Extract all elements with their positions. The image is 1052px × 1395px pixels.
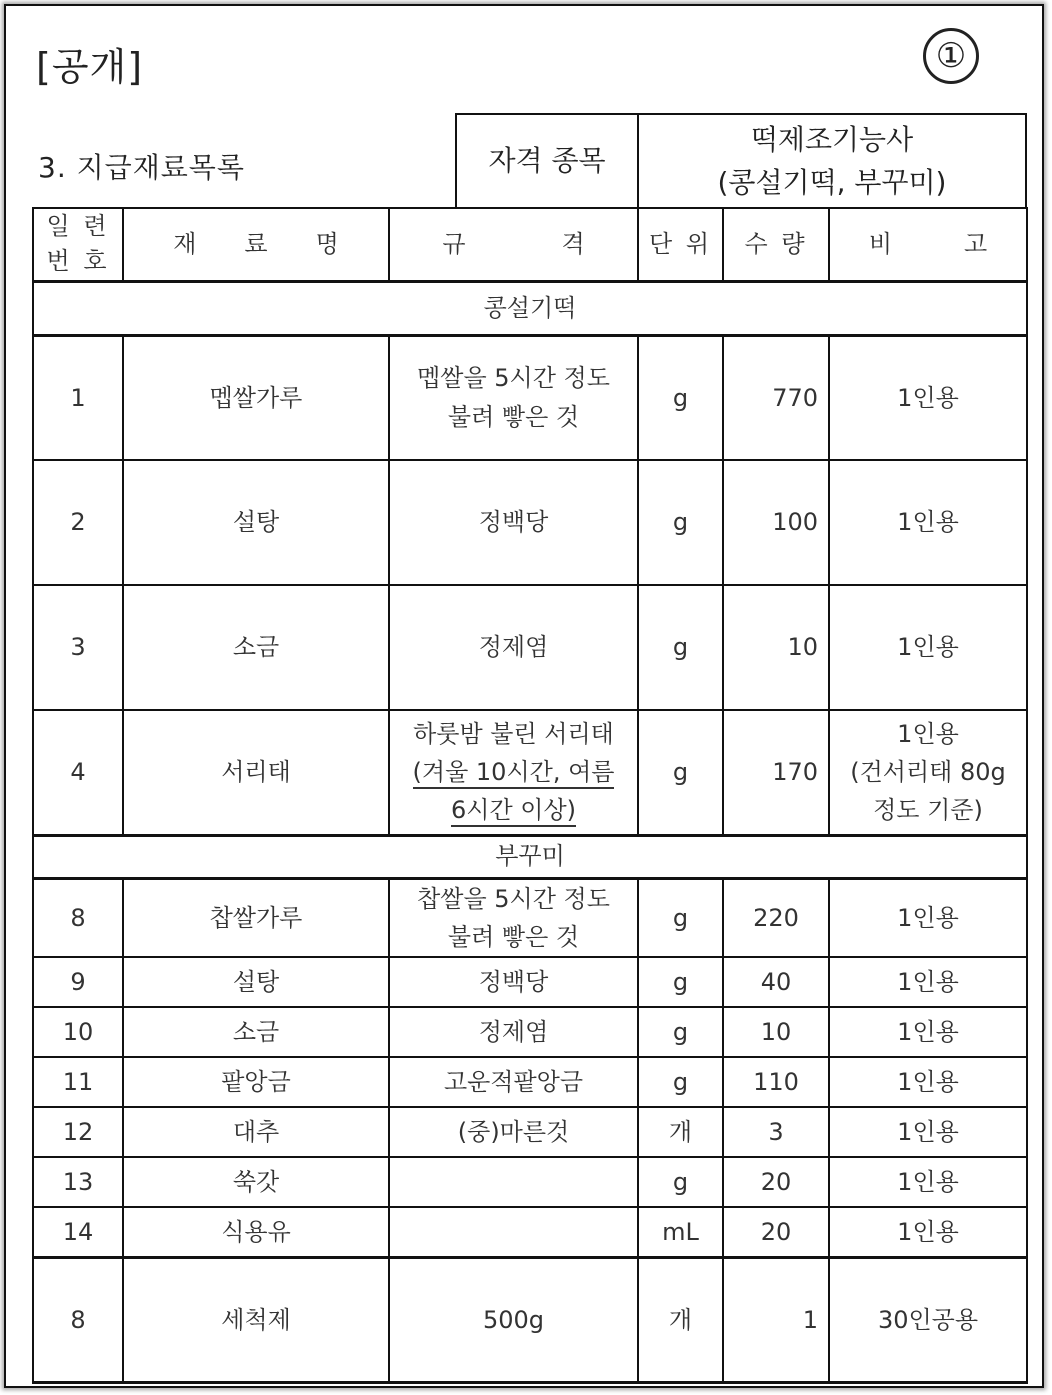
cell-qty: 170 — [723, 710, 829, 835]
cell-unit: g — [638, 1057, 723, 1107]
cell-unit: g — [638, 878, 723, 957]
cell-note: 1인용 — [829, 878, 1027, 957]
cell-unit: g — [638, 957, 723, 1007]
cell-qty: 3 — [723, 1107, 829, 1157]
cell-name: 식용유 — [123, 1207, 389, 1257]
cell-spec — [389, 335, 638, 460]
table-header-row — [33, 208, 1027, 281]
table-row — [33, 585, 1027, 710]
cell-spec: 정백당 — [389, 460, 638, 585]
table-row — [33, 878, 1027, 957]
cell-spec: 고운적팥앙금 — [389, 1057, 638, 1107]
cell-spec-line: 찹쌀을 5시간 정도 — [417, 884, 610, 913]
cell-note — [829, 710, 1027, 835]
cell-spec — [389, 1157, 638, 1207]
table-row — [33, 1207, 1027, 1257]
cell-qty: 1 — [723, 1257, 829, 1382]
cell-unit: g — [638, 1157, 723, 1207]
cell-note: 1인용 — [829, 460, 1027, 585]
cell-qty: 770 — [723, 335, 829, 460]
disclosure-label: [공개] — [36, 45, 144, 89]
cell-spec: 정백당 — [389, 957, 638, 1007]
cell-name: 소금 — [123, 585, 389, 710]
qualification-name — [638, 114, 1026, 208]
table-row-common — [33, 1257, 1027, 1382]
cell-name: 쑥갓 — [123, 1157, 389, 1207]
cell-note-line: (건서리태 80g — [850, 758, 1006, 787]
cell-note-line: 정도 기준) — [873, 796, 983, 825]
cell-name: 세척제 — [123, 1257, 389, 1382]
cell-spec: 정제염 — [389, 585, 638, 710]
cell-unit: mL — [638, 1207, 723, 1257]
header-quantity: 수 량 — [723, 208, 829, 281]
cell-no: 1 — [33, 335, 123, 460]
page-number-mark: ① — [923, 28, 979, 84]
cell-name: 서리태 — [123, 710, 389, 835]
cell-spec-line: 멥쌀을 5시간 정도 — [417, 364, 610, 393]
table-row — [33, 1107, 1027, 1157]
cell-note: 1인용 — [829, 1057, 1027, 1107]
table-row — [33, 1157, 1027, 1207]
header-spec: 규 격 — [389, 208, 638, 281]
table-row — [33, 710, 1027, 835]
table-row — [33, 460, 1027, 585]
section-row-bukkumi — [33, 835, 1027, 878]
cell-spec: 500g — [389, 1257, 638, 1382]
cell-unit: g — [638, 710, 723, 835]
cell-name: 팥앙금 — [123, 1057, 389, 1107]
cell-note: 1인용 — [829, 1007, 1027, 1057]
cell-note: 30인공용 — [829, 1257, 1027, 1382]
cell-no: 4 — [33, 710, 123, 835]
cell-no: 8 — [33, 878, 123, 957]
cell-no: 13 — [33, 1157, 123, 1207]
section-row-kongseolgi — [33, 281, 1027, 335]
cell-no: 12 — [33, 1107, 123, 1157]
section-label-bukkumi: 부꾸미 — [33, 835, 1027, 878]
cell-note: 1인용 — [829, 585, 1027, 710]
table-row — [33, 1057, 1027, 1107]
cell-qty: 20 — [723, 1157, 829, 1207]
header-note: 비 고 — [829, 208, 1027, 281]
section-title: 3. 지급재료목록 — [38, 151, 245, 184]
cell-qty: 100 — [723, 460, 829, 585]
cell-name: 설탕 — [123, 957, 389, 1007]
cell-no: 11 — [33, 1057, 123, 1107]
cell-unit: g — [638, 335, 723, 460]
cell-spec-line: 불려 빻은 것 — [447, 402, 580, 431]
table-row — [33, 957, 1027, 1007]
header-serial-line-2: 번 호 — [46, 247, 110, 276]
cell-note: 1인용 — [829, 957, 1027, 1007]
cell-no: 10 — [33, 1007, 123, 1057]
cell-note-line: 1인용 — [897, 719, 959, 748]
cell-no: 8 — [33, 1257, 123, 1382]
header-serial-number — [33, 208, 123, 281]
cell-spec-line: 하룻밤 불린 서리태 — [413, 719, 614, 748]
cell-name: 소금 — [123, 1007, 389, 1057]
cell-no: 3 — [33, 585, 123, 710]
cell-note: 1인용 — [829, 335, 1027, 460]
cell-name: 대추 — [123, 1107, 389, 1157]
cell-name: 찹쌀가루 — [123, 878, 389, 957]
material-list-table — [32, 207, 1028, 1384]
cell-spec: (중)마른것 — [389, 1107, 638, 1157]
cell-spec-line: 6시간 이상) — [451, 796, 576, 827]
cell-no: 9 — [33, 957, 123, 1007]
cell-qty: 40 — [723, 957, 829, 1007]
header-material-name: 재 료 명 — [123, 208, 389, 281]
cell-unit: 개 — [638, 1107, 723, 1157]
cell-no: 14 — [33, 1207, 123, 1257]
qualification-line-2: (콩설기떡, 부꾸미) — [717, 166, 947, 199]
cell-spec-line: (겨울 10시간, 여름 — [413, 758, 615, 789]
cell-spec — [389, 878, 638, 957]
cell-note: 1인용 — [829, 1107, 1027, 1157]
cell-qty: 110 — [723, 1057, 829, 1107]
header-serial-line-1: 일 련 — [46, 212, 110, 241]
cell-note: 1인용 — [829, 1207, 1027, 1257]
cell-qty: 220 — [723, 878, 829, 957]
table-row — [33, 335, 1027, 460]
cell-unit: 개 — [638, 1257, 723, 1382]
qualification-info-table — [455, 113, 1027, 209]
cell-qty: 20 — [723, 1207, 829, 1257]
category-label: 자격 종목 — [456, 114, 638, 208]
cell-qty: 10 — [723, 585, 829, 710]
cell-spec-line: 불려 빻은 것 — [447, 922, 580, 951]
header-unit: 단 위 — [638, 208, 723, 281]
cell-unit: g — [638, 460, 723, 585]
cell-no: 2 — [33, 460, 123, 585]
cell-qty: 10 — [723, 1007, 829, 1057]
cell-unit: g — [638, 1007, 723, 1057]
cell-name: 멥쌀가루 — [123, 335, 389, 460]
qualification-line-1: 떡제조기능사 — [750, 122, 914, 156]
cell-name: 설탕 — [123, 460, 389, 585]
table-row — [33, 1007, 1027, 1057]
cell-spec: 정제염 — [389, 1007, 638, 1057]
section-label-kongseolgi: 콩설기떡 — [33, 281, 1027, 335]
cell-unit: g — [638, 585, 723, 710]
cell-note: 1인용 — [829, 1157, 1027, 1207]
cell-spec — [389, 1207, 638, 1257]
cell-spec — [389, 710, 638, 835]
